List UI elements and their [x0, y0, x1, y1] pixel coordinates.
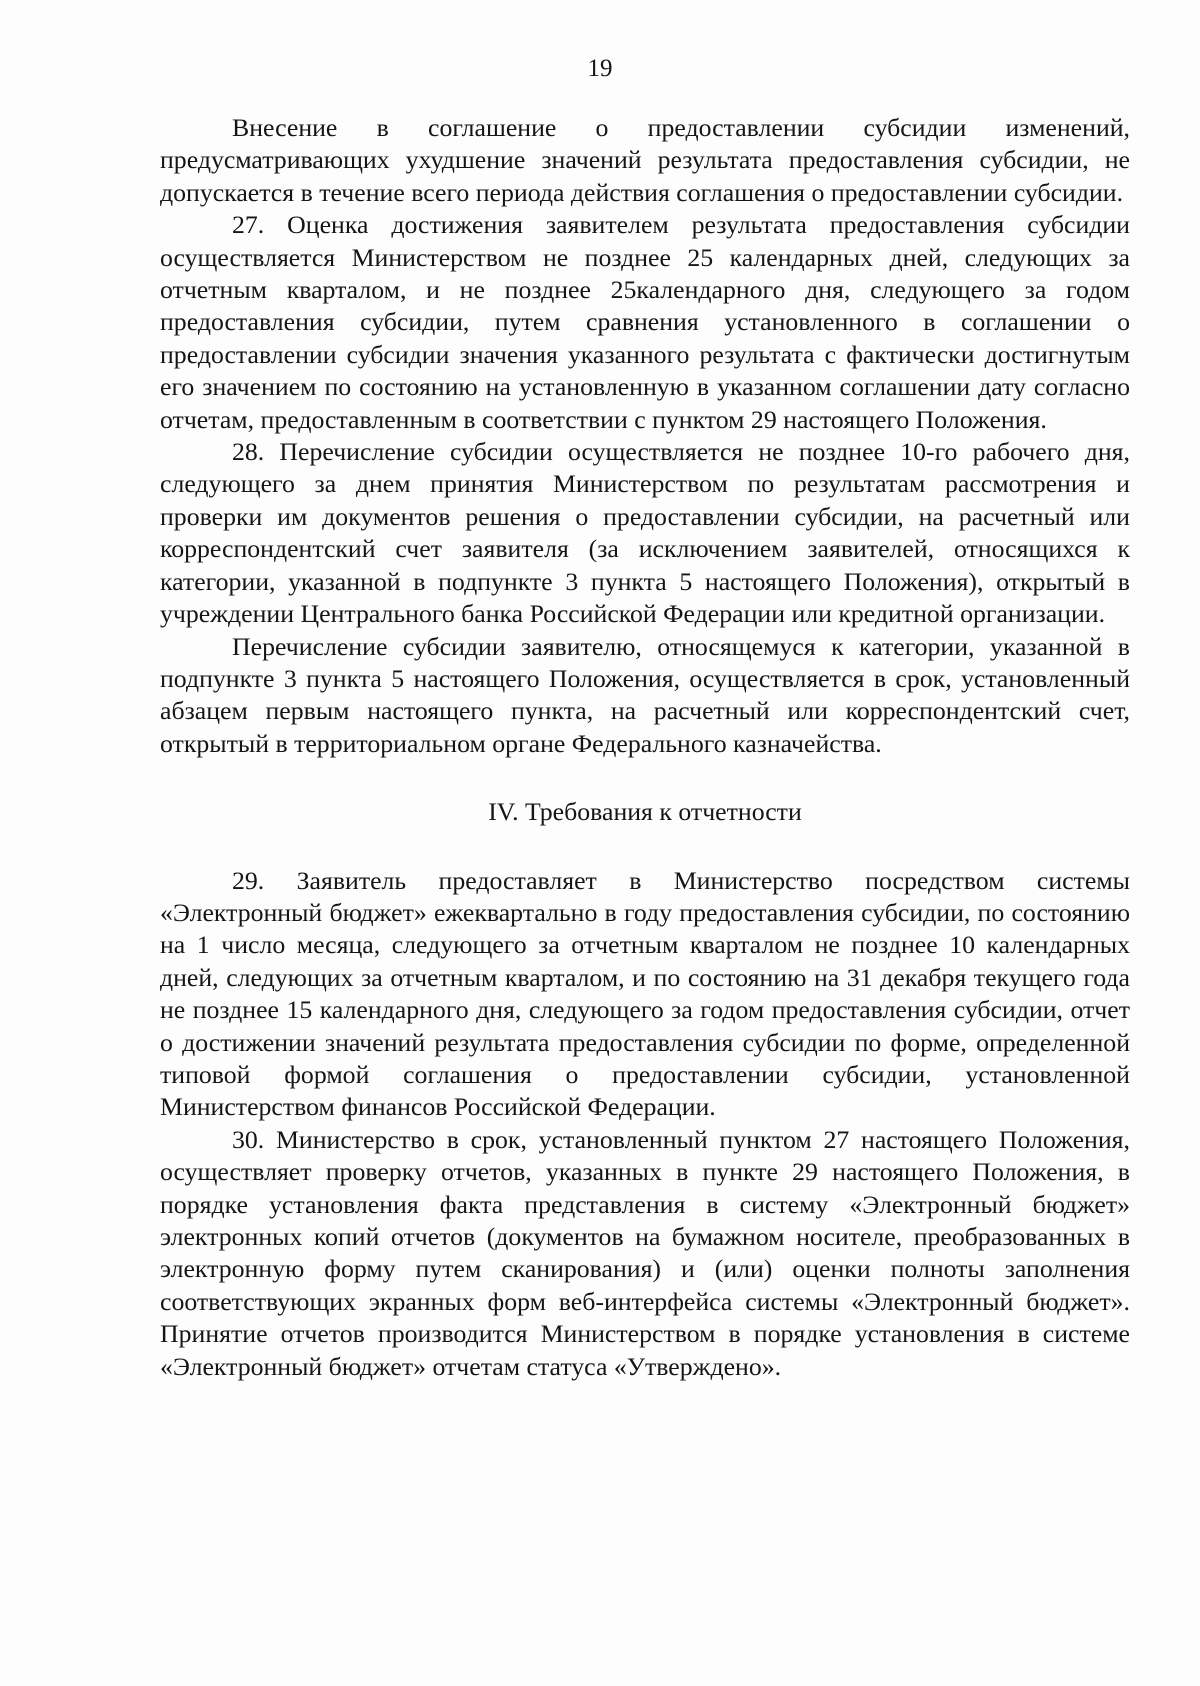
paragraph-28-treasury-transfer: Перечисление субсидии заявителю, относящемуся к категории, указанной в подпункте 3 пункта 5 настоящего Положения, осуществляется в срок, установленный абзацем первым настоящего пункта, на расчетный или корреспондентский счет, открытый в территориальном органе Федерального казначейства. [160, 631, 1130, 758]
paragraph-30-report-verification: 30. Министерство в срок, установленный пунктом 27 настоящего Положения, осуществляет проверку отчетов, указанных в пункте 29 настоящего Положения, в порядке установления факта представления в систему «Электронный бюджет» электронных копий отчетов (документов на бумажном носителе, преобразованных в электронную форму путем сканирования) и (или) оценки полноты заполнения соответствующих экранных форм веб-интерфейса системы «Электронный бюджет». Принятие отчетов производится Министерством в порядке установления в системе «Электронный бюджет» отчетам статуса «Утверждено». [160, 1124, 1130, 1381]
page-number: 19 [587, 55, 613, 82]
paragraph-amendment-restriction: Внесение в соглашение о предоставлении субсидии изменений, предусматривающих ухудшение значений результата предоставления субсидии, не допускается в течение всего периода действия соглашения о предоставлении субсидии. [160, 113, 1130, 207]
paragraph-29-reporting: 29. Заявитель предоставляет в Министерство посредством системы «Электронный бюджет» ежеквартально в году предоставления субсидии, по состоянию на 1 число месяца, следующего за отчетным кварталом не позднее 10 календарных дней, следующих за отчетным кварталом, и по состоянию на 31 декабря текущего года не позднее 15 календарного дня, следующего за годом предоставления субсидии, отчет о достижении значений результата предоставления субсидии по форме, определенной типовой формой соглашения о предоставлении субсидии, установленной Министерством финансов Российской Федерации. [160, 865, 1130, 1122]
section-heading: IV. Требования к отчетности [488, 797, 802, 827]
document-body [160, 112, 1130, 1383]
paragraph-28-subsidy-transfer: 28. Перечисление субсидии осуществляется не позднее 10-го рабочего дня, следующего за днем принятия Министерством по результатам рассмотрения и проверки им документов решения о предоставлении субсидии, на расчетный или корреспондентский счет заявителя (за исключением заявителей, относящихся к категории, указанной в подпункте 3 пункта 5 настоящего Положения), открытый в учреждении Центрального банка Российской Федерации или кредитной организации. [160, 437, 1130, 629]
paragraph-27-result-assessment: 27. Оценка достижения заявителем результата предоставления субсидии осуществляется Министерством не позднее 25 календарных дней, следующих за отчетным кварталом, и не позднее 25календарного дня, следующего за годом предоставления субсидии, путем сравнения установленного в соглашении о предоставлении субсидии значения указанного результата с фактически достигнутым его значением по состоянию на установленную в указанном соглашении дату согласно отчетам, предоставленным в соответствии с пунктом 29 настоящего Положения. [160, 210, 1130, 434]
